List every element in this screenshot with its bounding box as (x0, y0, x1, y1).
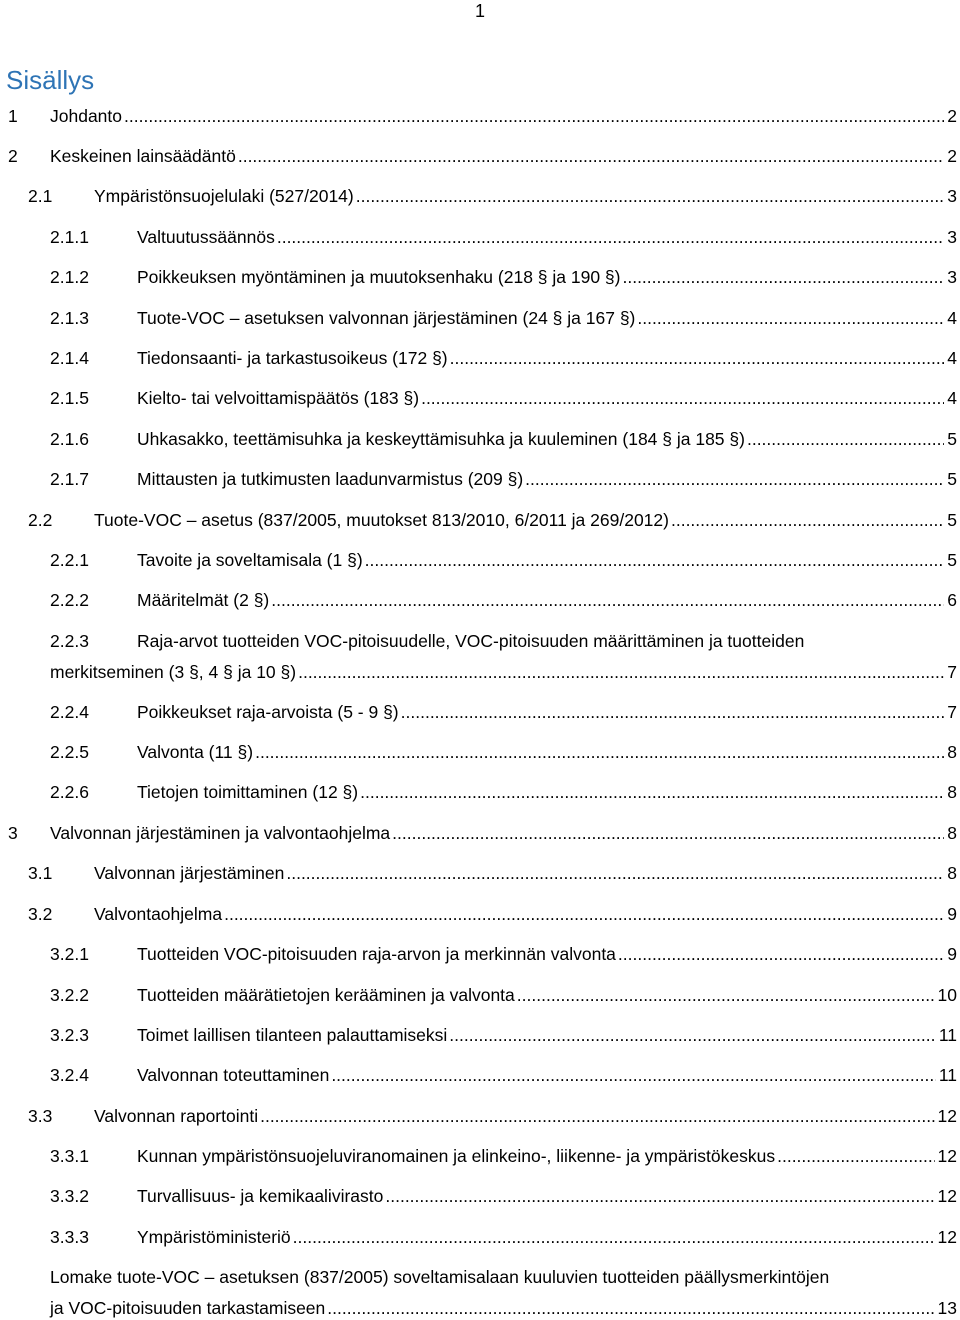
toc-dot-leader (449, 1023, 936, 1047)
toc-entry-title: Kielto- tai velvoittamispäätös (183 §) (137, 388, 420, 408)
toc-dot-leader (356, 184, 945, 208)
toc-entry-title: Tuotteiden VOC-pitoisuuden raja-arvon ja merkinnän valvonta (137, 944, 616, 964)
toc-entry-title: Lomake tuote-VOC – asetuksen (837/2005) soveltamisalaan kuuluvien tuotteiden päällysmerkintöjen (50, 1267, 830, 1287)
toc-dot-leader (360, 780, 944, 804)
toc-entry-number: 3.1 (28, 863, 53, 883)
toc-dot-leader (327, 1296, 934, 1320)
toc-entry-title: Valtuutussäännös (137, 227, 275, 247)
toc-entry-title: Toimet laillisen tilanteen palauttamiseksi (137, 1025, 448, 1045)
toc-dot-leader (331, 1063, 936, 1087)
toc-entry-number: 3.2.4 (50, 1065, 89, 1085)
toc-entry[interactable] (0, 983, 960, 1007)
toc-entry-page: 2 (947, 146, 957, 166)
toc-entry-number: 2.1.3 (50, 308, 89, 328)
toc-entry[interactable] (0, 265, 960, 289)
toc-entry-title: Valvonnan raportointi (94, 1106, 259, 1126)
toc-entry-page: 7 (947, 702, 957, 722)
toc-entry-page: 2 (947, 106, 957, 126)
toc-entry-number: 2.2.3 (50, 631, 89, 651)
toc-entry[interactable] (0, 861, 960, 885)
toc-heading: Sisällys (6, 65, 95, 95)
toc-entry[interactable] (0, 821, 960, 845)
toc-entry-title: Tavoite ja soveltamisala (1 §) (137, 550, 363, 570)
toc-entry[interactable] (0, 548, 960, 572)
toc-entry-page: 5 (947, 429, 957, 449)
toc-dot-leader (747, 427, 944, 451)
toc-entry-number: 2.2 (28, 510, 53, 530)
toc-dot-leader (255, 740, 944, 764)
toc-entry[interactable] (0, 144, 960, 168)
toc-entry[interactable] (0, 1104, 960, 1128)
toc-entry-page: 10 (937, 985, 957, 1005)
toc-entry-number: 2.1.5 (50, 388, 89, 408)
toc-entry-title: Valvonnan toteuttaminen (137, 1065, 330, 1085)
toc-entry-page: 6 (947, 590, 957, 610)
toc-entry-title: Valvontaohjelma (94, 904, 223, 924)
toc-entry-number: 2.2.1 (50, 550, 89, 570)
toc-entry[interactable] (0, 780, 960, 804)
toc-dot-leader (365, 548, 945, 572)
toc-dot-leader (517, 983, 935, 1007)
toc-dot-leader (637, 306, 944, 330)
toc-entry-title: Turvallisuus- ja kemikaalivirasto (137, 1186, 384, 1206)
toc-dot-leader (777, 1144, 934, 1168)
toc-entry-title: Ympäristöministeriö (137, 1227, 291, 1247)
toc-dot-leader (277, 225, 944, 249)
toc-dot-leader (271, 588, 944, 612)
toc-entry-page: 3 (947, 267, 957, 287)
toc-entry-title: Valvonta (11 §) (137, 742, 254, 762)
toc-entry[interactable] (0, 386, 960, 410)
toc-entry[interactable] (0, 588, 960, 612)
toc-entry[interactable] (0, 467, 960, 491)
toc-entry-page: 5 (947, 550, 957, 570)
toc-dot-leader (421, 386, 944, 410)
toc-entry[interactable] (0, 1063, 960, 1087)
toc-entry-title: Tiedonsaanti- ja tarkastusoikeus (172 §) (137, 348, 448, 368)
toc-entry-number: 2.2.5 (50, 742, 89, 762)
toc-entry-number: 2.1.2 (50, 267, 89, 287)
toc-entry-page: 3 (947, 227, 957, 247)
toc-dot-leader (385, 1184, 934, 1208)
toc-entry-number: 2.2.6 (50, 782, 89, 802)
toc-dot-leader (618, 942, 944, 966)
toc-entry-title: Poikkeukset raja-arvoista (5 - 9 §) (137, 702, 399, 722)
toc-entry-title: Kunnan ympäristönsuojeluviranomainen ja elinkeino-, liikenne- ja ympäristökeskus (137, 1146, 776, 1166)
toc-entry-title: Tuote-VOC – asetuksen valvonnan järjestäminen (24 § ja 167 §) (137, 308, 636, 328)
toc-dot-leader (238, 144, 944, 168)
toc-entry-page: 9 (947, 944, 957, 964)
toc-entry[interactable] (0, 1023, 960, 1047)
toc-dot-leader (450, 346, 945, 370)
toc-entry-title-continued: ja VOC-pitoisuuden tarkastamiseen (50, 1298, 326, 1318)
toc-entry[interactable] (0, 104, 960, 128)
toc-entry-title: Uhkasakko, teettämisuhka ja keskeyttämisuhka ja kuuleminen (184 § ja 185 §) (137, 429, 745, 449)
toc-entry-page: 12 (937, 1186, 957, 1206)
toc-entry-number: 2 (8, 146, 18, 166)
toc-entry-page: 8 (947, 782, 957, 802)
toc-entry[interactable] (0, 346, 960, 370)
toc-entry[interactable] (0, 1225, 960, 1249)
toc-dot-leader (293, 1225, 935, 1249)
toc-entry-number: 3.2.2 (50, 985, 89, 1005)
toc-entry-number: 2.1 (28, 186, 53, 206)
toc-entry-page: 13 (937, 1298, 957, 1318)
toc-entry-number: 2.2.4 (50, 702, 89, 722)
toc-entry-page: 3 (947, 186, 957, 206)
toc-entry[interactable] (0, 1184, 960, 1208)
toc-entry-page: 5 (947, 469, 957, 489)
toc-entry-title: Tietojen toimittaminen (12 §) (137, 782, 359, 802)
toc-entry-title: Määritelmät (2 §) (137, 590, 270, 610)
toc-entry-title: Keskeinen lainsäädäntö (50, 146, 236, 166)
toc-entry-number: 3.2.3 (50, 1025, 89, 1045)
toc-dot-leader (124, 104, 944, 128)
toc-entry-title: Valvonnan järjestäminen (94, 863, 285, 883)
toc-entry-page: 4 (947, 388, 957, 408)
toc-entry-page: 4 (947, 308, 957, 328)
toc-entry-page: 4 (947, 348, 957, 368)
toc-entry[interactable] (0, 942, 960, 966)
toc-entry[interactable] (0, 629, 960, 682)
toc-entry-number: 3.2.1 (50, 944, 89, 964)
toc-entry[interactable] (0, 700, 960, 724)
toc-entry-number: 2.1.4 (50, 348, 89, 368)
toc-entry-page: 5 (947, 510, 957, 530)
toc-entry-page: 12 (937, 1146, 957, 1166)
toc-entry-number: 3.3.1 (50, 1146, 89, 1166)
toc-entry-page: 8 (947, 742, 957, 762)
toc-entry-page: 7 (947, 662, 957, 682)
toc-entry-title: Johdanto (50, 106, 123, 126)
toc-dot-leader (401, 700, 945, 724)
toc-entry[interactable] (0, 1265, 960, 1318)
toc-entry-page: 11 (938, 1065, 957, 1085)
toc-entry-title: Ympäristönsuojelulaki (527/2014) (94, 186, 354, 206)
toc-entry-page: 9 (947, 904, 957, 924)
toc-entry-page: 11 (938, 1025, 957, 1045)
toc-entry[interactable] (0, 508, 960, 532)
toc-entry[interactable] (0, 427, 960, 451)
toc-entry-title: Tuote-VOC – asetus (837/2005, muutokset 813/2010, 6/2011 ja 269/2012) (94, 510, 669, 530)
toc-entry[interactable] (0, 740, 960, 764)
toc-entry-number: 2.1.7 (50, 469, 89, 489)
toc-entry-title-continued: merkitseminen (3 §, 4 § ja 10 §) (50, 662, 297, 682)
toc-entry[interactable] (0, 306, 960, 330)
toc-entry-title: Valvonnan järjestäminen ja valvontaohjelma (50, 823, 391, 843)
toc-entry[interactable] (0, 1144, 960, 1168)
toc-dot-leader (622, 265, 944, 289)
toc-entry-title: Raja-arvot tuotteiden VOC-pitoisuudelle, VOC-pitoisuuden määrittäminen ja tuotteiden (137, 631, 805, 651)
toc-dot-leader (298, 660, 944, 684)
toc-dot-leader (671, 508, 944, 532)
toc-entry-title: Mittausten ja tutkimusten laadunvarmistus (209 §) (137, 469, 524, 489)
toc-dot-leader (260, 1104, 934, 1128)
toc-entry[interactable] (0, 225, 960, 249)
toc-entry-number: 1 (8, 106, 18, 126)
toc-dot-leader (525, 467, 944, 491)
toc-entry-title: Poikkeuksen myöntäminen ja muutoksenhaku (218 § ja 190 §) (137, 267, 621, 287)
toc-entry-number: 2.1.1 (50, 227, 89, 247)
toc-entry-page: 12 (937, 1227, 957, 1247)
toc-entry[interactable] (0, 184, 960, 208)
toc-entry-number: 2.1.6 (50, 429, 89, 449)
toc-entry-page: 12 (937, 1106, 957, 1126)
toc-entry-number: 3 (8, 823, 18, 843)
toc-entry-number: 3.3 (28, 1106, 53, 1126)
toc-entry[interactable] (0, 902, 960, 926)
toc-entry-page: 8 (947, 823, 957, 843)
toc-entry-number: 3.3.3 (50, 1227, 89, 1247)
page-number: 1 (474, 1, 485, 21)
toc-dot-leader (392, 821, 944, 845)
toc-dot-leader (286, 861, 944, 885)
toc-entry-page: 8 (947, 863, 957, 883)
toc-dot-leader (224, 902, 944, 926)
toc-entry-number: 3.2 (28, 904, 53, 924)
toc-entry-number: 3.3.2 (50, 1186, 89, 1206)
toc-entry-title: Tuotteiden määrätietojen kerääminen ja valvonta (137, 985, 515, 1005)
toc-entry-number: 2.2.2 (50, 590, 89, 610)
